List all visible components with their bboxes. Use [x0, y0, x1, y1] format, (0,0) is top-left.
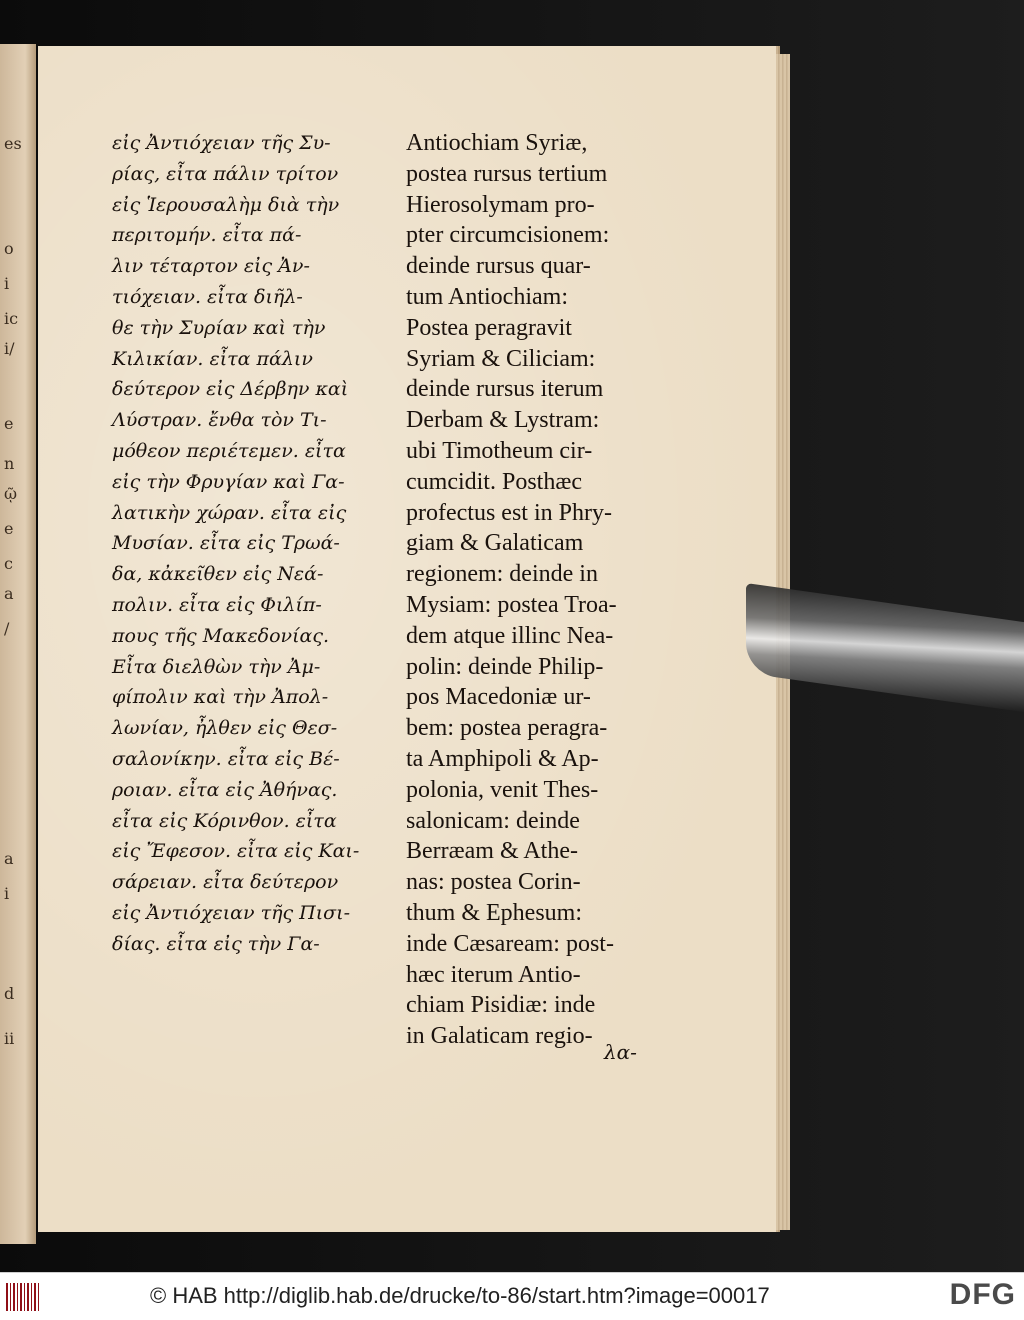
- greek-text-line: Λύστραν. ἔνθα τὸν Τι-: [112, 409, 327, 432]
- greek-text-line: μόθεον περιέτεμεν. εἶτα: [112, 439, 346, 462]
- greek-text-column: [112, 128, 382, 960]
- greek-text-line: εἰς τὴν Φρυγίαν καὶ Γα-: [112, 470, 345, 493]
- latin-text-line: pter circumcisionem:: [406, 222, 610, 249]
- catchword: λα-: [604, 1040, 637, 1064]
- library-barcode-logo: [6, 1283, 40, 1311]
- greek-text-line: λωνίαν, ἦλθεν εἰς Θεσ-: [112, 717, 338, 740]
- greek-text-line: εἰς Ἔφεσον. εἶτα εἰς Και-: [112, 840, 360, 863]
- greek-text-line: εἰς Ἀντιόχειαν τῆς Συ-: [112, 132, 331, 154]
- edge-glyph: es: [4, 134, 22, 153]
- latin-text-line: bem: postea peragra-: [406, 715, 608, 742]
- greek-text-line: δα, κἀκεῖθεν εἰς Νεά-: [112, 563, 324, 586]
- greek-text-line: φίπολιν καὶ τὴν Ἀπολ-: [112, 686, 329, 709]
- latin-text-line: regionem: deinde in: [406, 561, 598, 588]
- latin-text-line: Postea peragravit: [406, 314, 572, 341]
- latin-text-line: postea rursus tertium: [406, 160, 608, 187]
- greek-text-line: πολιν. εἶτα εἰς Φιλίπ-: [112, 593, 322, 616]
- latin-text-column: [406, 128, 656, 1052]
- edge-glyph: e: [4, 519, 14, 538]
- latin-text-line: inde Cæsaream: post-: [406, 930, 614, 957]
- greek-text-line: ροιαν. εἶτα εἰς Ἀθήνας.: [112, 778, 338, 801]
- latin-text-line: giam & Galaticam: [406, 530, 584, 557]
- edge-glyph: i/: [4, 339, 15, 358]
- latin-text-line: cumcidit. Posthæc: [406, 468, 582, 495]
- greek-text-line: περιτομήν. εἶτα πά-: [112, 224, 302, 247]
- latin-text-line: Syriam & Ciliciam:: [406, 345, 596, 372]
- dfg-logo: DFG: [949, 1278, 1016, 1311]
- edge-glyph: e: [4, 414, 14, 433]
- edge-glyph: d: [4, 984, 15, 1003]
- greek-text-line: σαλονίκην. εἶτα εἰς Βέ-: [112, 747, 340, 770]
- latin-text-line: dem atque illinc Nea-: [406, 622, 614, 649]
- latin-text-line: hæc iterum Antio-: [406, 961, 581, 988]
- latin-text-line: ubi Timotheum cir-: [406, 437, 593, 464]
- latin-text-line: chiam Pisidiæ: inde: [406, 992, 596, 1019]
- latin-text-line: salonicam: deinde: [406, 807, 580, 834]
- edge-glyph: ii: [4, 1029, 15, 1048]
- greek-text-line: εἶτα εἰς Κόρινθον. εἶτα: [112, 809, 337, 832]
- greek-text-line: Κιλικίαν. εἶτα πάλιν: [112, 347, 313, 370]
- latin-text-line: Mysiam: postea Troa-: [406, 591, 617, 618]
- edge-glyph: n: [4, 454, 15, 473]
- greek-text-line: θε τὴν Συρίαν καὶ τὴν: [112, 316, 326, 339]
- viewer-footer: [0, 1272, 1024, 1320]
- greek-text-line: εἰς Ἀντιόχειαν τῆς Πισι-: [112, 901, 351, 924]
- edge-glyph: i: [4, 274, 10, 293]
- greek-text-line: λιν τέταρτον εἰς Ἀν-: [112, 255, 310, 278]
- latin-text-line: Berræam & Athe-: [406, 838, 578, 865]
- greek-text-line: ρίας, εἶτα πάλιν τρίτον: [112, 162, 339, 185]
- edge-glyph: i: [4, 884, 10, 903]
- greek-text-line: πους τῆς Μακεδονίας.: [112, 624, 330, 647]
- edge-glyph: o: [4, 239, 14, 258]
- edge-glyph: a: [4, 584, 14, 603]
- edge-glyph: ῷ: [4, 484, 18, 503]
- latin-text-line: profectus est in Phry-: [406, 499, 612, 526]
- latin-text-line: deinde rursus iterum: [406, 376, 604, 403]
- latin-text-line: pos Macedoniæ ur-: [406, 684, 591, 711]
- latin-text-line: nas: postea Corin-: [406, 869, 581, 896]
- latin-text-line: Antiochiam Syriæ,: [406, 130, 588, 156]
- latin-text-line: Derbam & Lystram:: [406, 407, 600, 434]
- greek-text-line: λατικὴν χώραν. εἶτα εἰς: [112, 501, 347, 524]
- edge-glyph: c: [4, 554, 13, 573]
- greek-text-line: τιόχειαν. εἶτα διῆλ-: [112, 285, 303, 308]
- greek-text-line: Μυσίαν. εἶτα εἰς Τρωά-: [112, 532, 340, 555]
- left-page-edge: [0, 44, 36, 1244]
- latin-text-line: ta Amphipoli & Ap-: [406, 745, 599, 772]
- latin-text-line: polin: deinde Philip-: [406, 653, 604, 680]
- latin-text-line: tum Antiochiam:: [406, 283, 568, 310]
- latin-text-line: polonia, venit Thes-: [406, 776, 599, 803]
- latin-text-line: Hierosolymam pro-: [406, 191, 595, 218]
- greek-text-line: δίας. εἶτα εἰς τὴν Γα-: [112, 932, 320, 955]
- greek-text-line: εἰς Ἱερουσαλὴμ διὰ τὴν: [112, 193, 340, 216]
- greek-text-line: δεύτερον εἰς Δέρβην καὶ: [112, 378, 349, 401]
- greek-text-line: Εἶτα διελθὼν τὴν Ἀμ-: [112, 655, 321, 678]
- edge-glyph: /: [4, 619, 10, 638]
- edge-glyph: a: [4, 849, 14, 868]
- edge-glyph: ic: [4, 309, 19, 328]
- copyright-url[interactable]: © HAB http://diglib.hab.de/drucke/to-86/start.htm?image=00017: [150, 1283, 770, 1308]
- latin-text-line: in Galaticam regio-: [406, 1023, 593, 1050]
- greek-text-line: σάρειαν. εἶτα δεύτερον: [112, 871, 339, 894]
- latin-text-line: thum & Ephesum:: [406, 899, 582, 926]
- latin-text-line: deinde rursus quar-: [406, 253, 591, 280]
